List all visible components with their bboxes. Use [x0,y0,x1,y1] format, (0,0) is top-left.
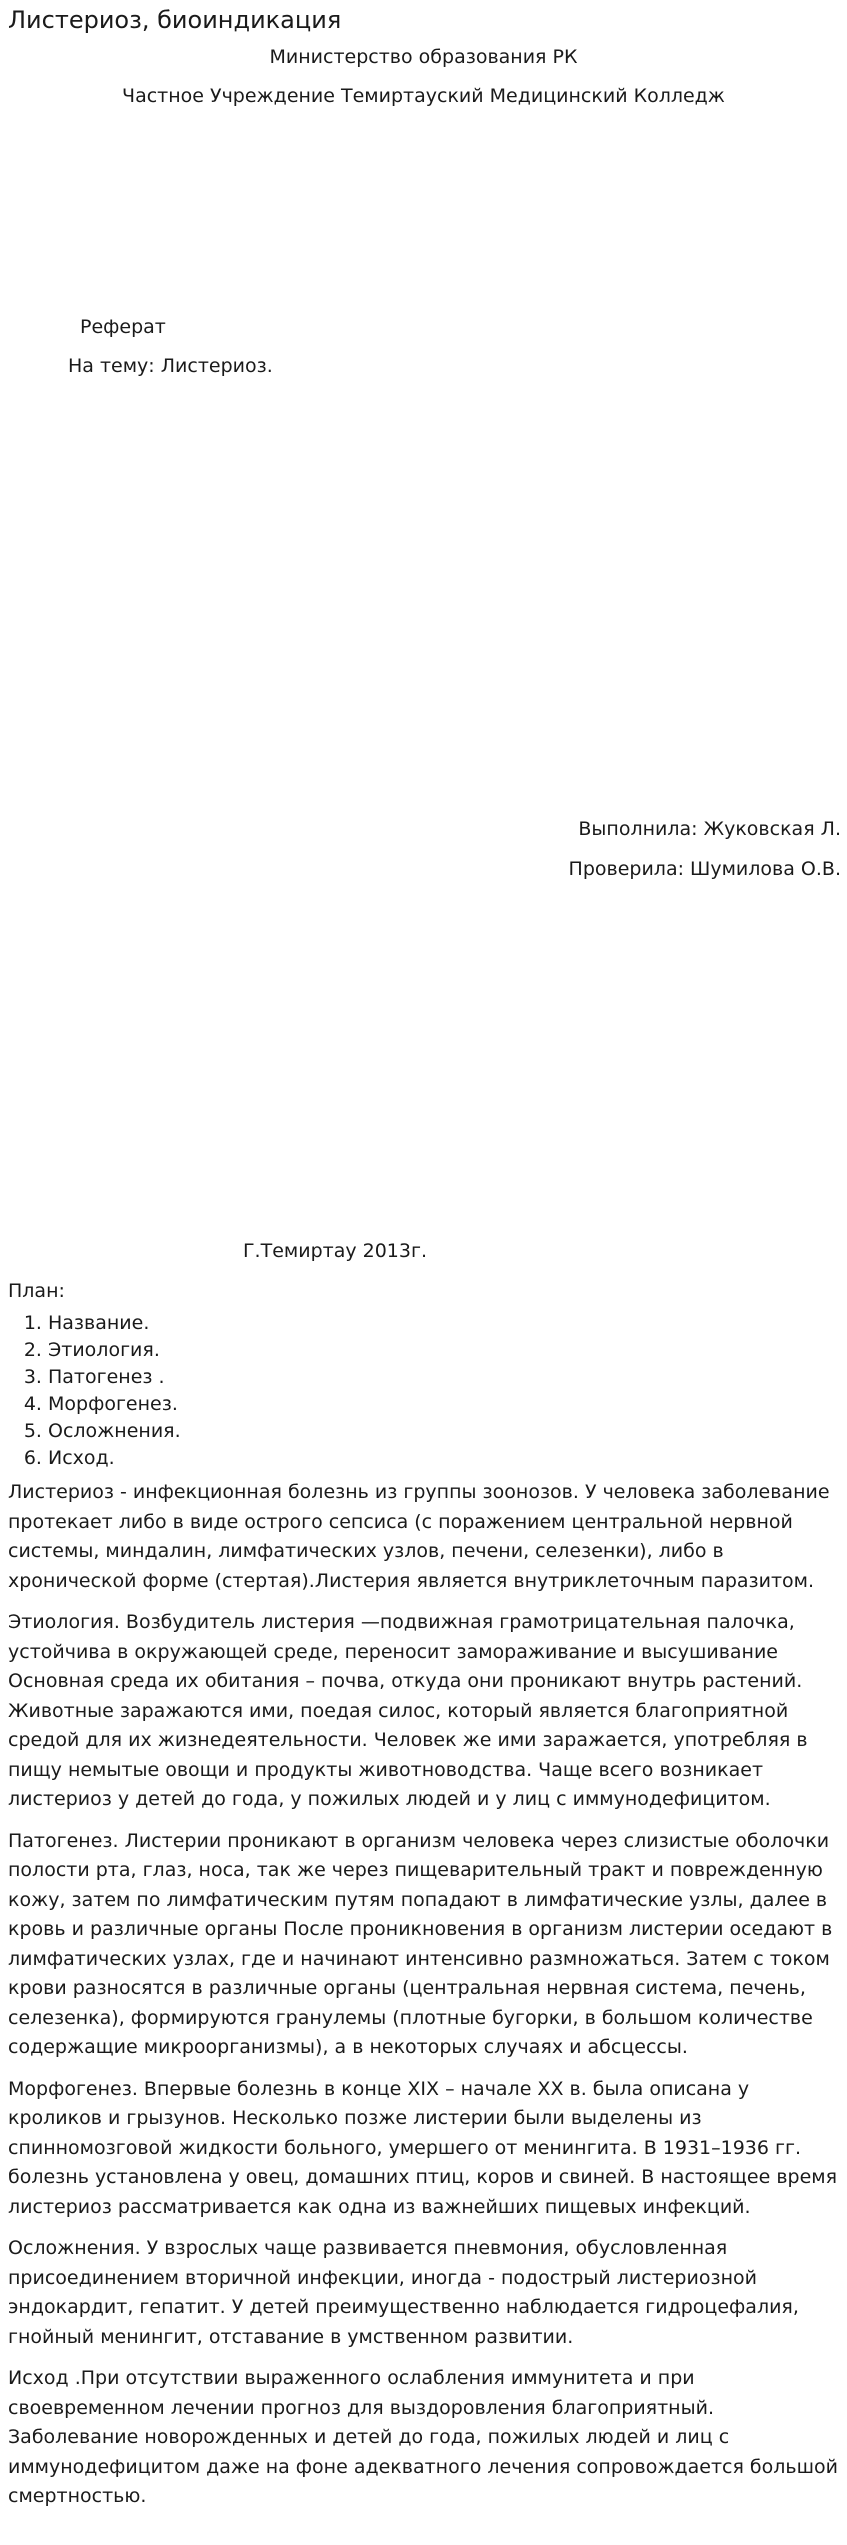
city-year-line: Г.Темиртау 2013г. [242,1240,428,1262]
author-line: Выполнила: Жуковская Л. [578,818,841,840]
document-title: Листериоз, биоиндикация [8,6,342,34]
complications-paragraph: Осложнения. У взрослых чаще развивается пневмония, обусловленная присоединением вторичной инфекции, иногда - подострый листериозной эндокардит, гепатит. У детей преимущественно наблюдается гидроцефалия, гнойный менингит, отставание в умственном развитии. [8,2237,799,2348]
plan-item: 4. Морфогенез. [48,1391,181,1418]
pathogenesis-paragraph: Патогенез. Листерии проникают в организм человека через слизистые оболочки полости рта, глаз, носа, так же через пищеварительный тракт и поврежденную кожу, затем по лимфатическим путям попадают в лимфатические узлы, далее в кровь и различные органы После проникновения в организм листерии оседают в лимфатических узлах, где и начинают интенсивно размножаться. Затем с током крови разносятся в различные органы (центральная нервная система, печень, селезенка), формируются гранулемы (плотные бугорки, в большом количестве содержащие микроорганизмы), а в некоторых случаях и абсцессы. [8,1829,833,2058]
referat-label: Реферат [80,316,166,338]
intro-paragraph: Листериоз - инфекционная болезнь из группы зоонозов. У человека заболевание протекает либо в виде острого сепсиса (с поражением центральной нервной системы, миндалин, лимфатических узлов, печени, селезенки), либо в хронической форме (стертая).Листерия является внутриклеточным паразитом. [8,1481,830,1592]
plan-item: 2. Этиология. [48,1337,181,1364]
plan-item: 1. Название. [48,1310,181,1337]
plan-item: 3. Патогенез . [48,1364,181,1391]
etiology-paragraph: Этиология. Возбудитель листерия —подвижная грамотрицательная палочка, устойчива в окружающей среде, переносит замораживание и высушивание Основная среда их обитания – почва, откуда они проникают внутрь растений. Животные заражаются ими, поедая силос, который является благоприятной средой для их жизнедеятельности. Человек же ими заражается, употребляя в пищу немытые овощи и продукты животноводства. Чаще всего возникает листериоз у детей до года, у пожилых людей и у лиц с иммунодефицитом. [8,1611,808,1810]
plan-list [8,1310,181,1472]
ministry-heading: Министерство образования РК [269,46,578,68]
checker-line: Проверила: Шумилова О.В. [568,858,841,880]
plan-item: 6. Исход. [48,1445,181,1472]
plan-item: 5. Осложнения. [48,1418,181,1445]
body-text [8,1478,840,2524]
college-heading: Частное Учреждение Темиртауский Медицинский Колледж [122,85,725,107]
morphogenesis-paragraph: Морфогенез. Впервые болезнь в конце XIX – начале XX в. была описана у кроликов и грызунов. Несколько позже листерии были выделены из спинномозговой жидкости больного, умершего от менингита. В 1931–1936 гг. болезнь установлена у овец, домашних птиц, коров и свиней. В настоящее время листериоз рассматривается как одна из важнейших пищевых инфекций. [8,2077,838,2218]
plan-label: План: [8,1280,65,1302]
topic-line: На тему: Листериоз. [68,355,273,377]
outcome-paragraph: Исход .При отсутствии выраженного ослабления иммунитета и при своевременном лечении прогноз для выздоровления благоприятный. Заболевание новорожденных и детей до года, пожилых людей и лиц с иммунодефицитом даже на фоне адекватного лечения сопровождается большой смертностью. [8,2367,838,2507]
